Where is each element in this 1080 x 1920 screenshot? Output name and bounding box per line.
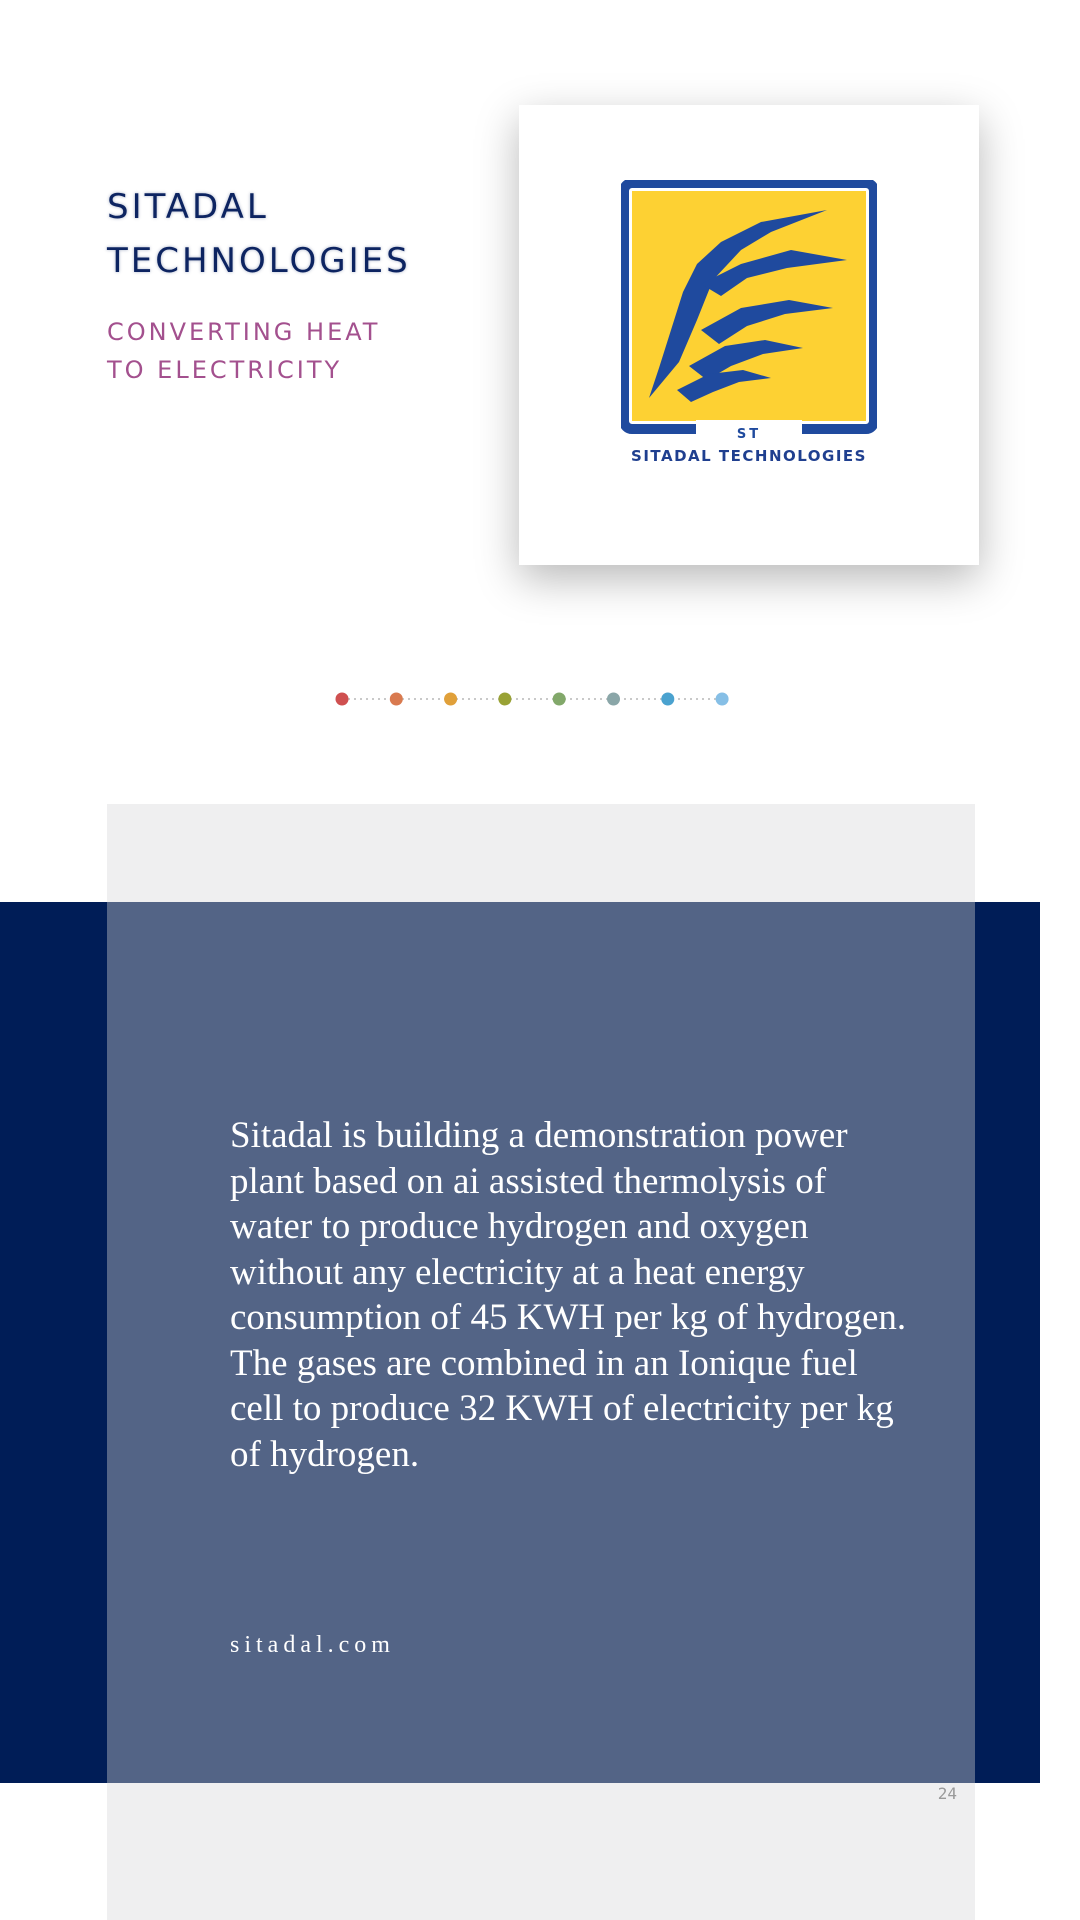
logo-monogram: ST: [736, 427, 762, 440]
logo-caption: SITADAL TECHNOLOGIES: [631, 447, 867, 465]
company-title-line2: TECHNOLOGIES: [107, 241, 411, 281]
divider-dot: [390, 693, 403, 706]
divider-dot: [498, 693, 511, 706]
divider-dot: [716, 693, 729, 706]
section-divider: [0, 0, 1080, 760]
page-number: 24: [937, 1784, 957, 1803]
divider-dot: [336, 693, 349, 706]
description-paragraph: Sitadal is building a demonstration power plant based on ai assisted thermolysis of water to produce hydrogen and oxygen without any electricity at a heat energy consumption of 45 KWH per kg of hydrogen. The gases are combined in an Ionique fuel cell to produce 32 KWH of electricity per kg of hydrogen.: [230, 1115, 907, 1475]
tagline-line1: CONVERTING HEAT: [107, 318, 381, 346]
divider-dot: [661, 693, 674, 706]
divider-dot: [444, 693, 457, 706]
divider-dot: [607, 693, 620, 706]
divider-dot: [553, 693, 566, 706]
company-title-line1: SITADAL: [107, 187, 269, 227]
tagline-line2: TO ELECTRICITY: [107, 356, 343, 384]
website-link[interactable]: sitadal.com: [230, 1632, 395, 1658]
